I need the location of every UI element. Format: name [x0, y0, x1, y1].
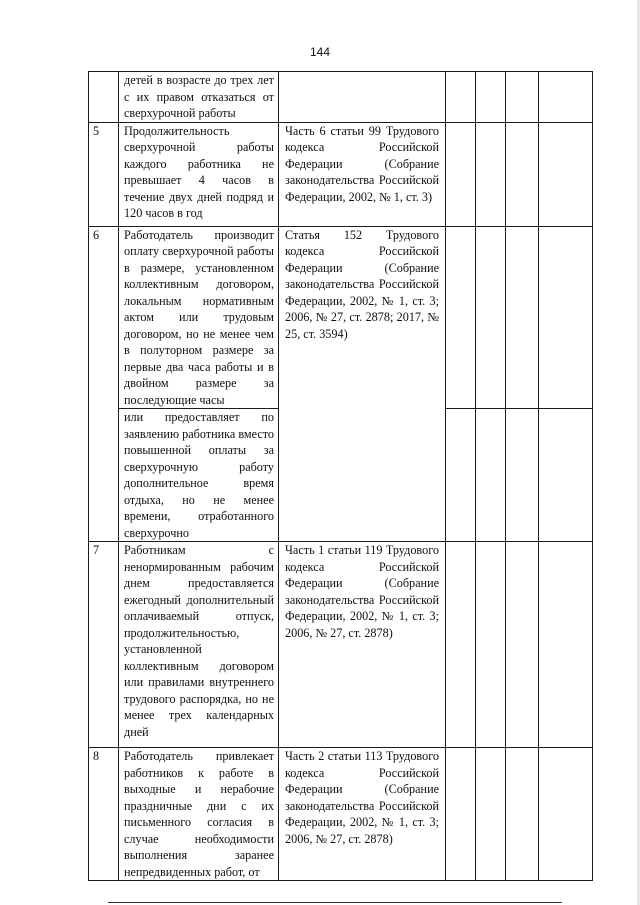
- answer-no-cell: [476, 409, 506, 542]
- answer-yes-cell: [446, 226, 476, 409]
- requirement-text: детей в возрасте до трех лет с их правом отказаться от сверхурочной работы: [119, 72, 279, 123]
- answer-no-cell: [476, 122, 506, 226]
- answer-yes-cell: [446, 542, 476, 748]
- legal-reference: Часть 2 статьи 113 Трудового кодекса Российской Федерации (Собрание законодательства Российской Федерации, 2002, № 1, ст. 3; 2006, № 27, ст. 2878): [279, 748, 446, 881]
- answer-yes-cell: [446, 122, 476, 226]
- requirement-text: Работникам с ненормированным рабочим днем предоставляется ежегодный дополнительный оплачиваемый отпуск, продолжительностью, установленной коллективным договором или правилами внутреннего трудового распорядка, но не менее трех календарных дней: [119, 542, 279, 748]
- requirement-text: Продолжительность сверхурочной работы каждого работника не превышает 4 часов в течение двух дней подряд и 120 часов в год: [119, 122, 279, 226]
- row-number: 7: [89, 542, 119, 748]
- answer-na-cell: [506, 226, 539, 409]
- answer-no-cell: [476, 542, 506, 748]
- answer-yes-cell: [446, 72, 476, 123]
- answer-yes-cell: [446, 748, 476, 881]
- requirement-text: Работодатель привлекает работников к работе в выходные и нерабочие праздничные дни с их письменного согласия в случае необходимости выполнения заранее непредвиденных работ, от: [119, 748, 279, 881]
- notes-cell: [539, 122, 593, 226]
- answer-no-cell: [476, 748, 506, 881]
- answer-no-cell: [476, 226, 506, 409]
- page-bottom-rule: [108, 902, 562, 903]
- legal-reference: Статья 152 Трудового кодекса Российской Федерации (Собрание законодательства Российской Федерации, 2002, № 1, ст. 3; 2006, № 27, ст. 2878; 2017, № 25, ст. 3594): [279, 226, 446, 542]
- row-number: 8: [89, 748, 119, 881]
- notes-cell: [539, 748, 593, 881]
- table-row: [89, 748, 593, 881]
- table-row: [89, 542, 593, 748]
- answer-na-cell: [506, 748, 539, 881]
- row-number: [89, 72, 119, 123]
- notes-cell: [539, 409, 593, 542]
- answer-na-cell: [506, 122, 539, 226]
- notes-cell: [539, 72, 593, 123]
- answer-na-cell: [506, 72, 539, 123]
- answer-no-cell: [476, 72, 506, 123]
- row-number: 6: [89, 226, 119, 542]
- answer-na-cell: [506, 542, 539, 748]
- legal-reference: Часть 1 статьи 119 Трудового кодекса Российской Федерации (Собрание законодательства Российской Федерации, 2002, № 1, ст. 3; 2006, № 27, ст. 2878): [279, 542, 446, 748]
- requirement-text: Работодатель производит оплату сверхурочной работы в размере, установленном коллективным договором, локальным нормативным актом или трудовым договором, но не менее чем в полуторном размере за первые два часа работы и в двойном размере за последующие часы: [119, 226, 279, 409]
- requirements-table: [88, 71, 593, 881]
- requirement-text: или предоставляет по заявлению работника вместо повышенной оплаты за сверхурочную работу дополнительное время отдыха, но не менее времени, отработанного сверхурочно: [119, 409, 279, 542]
- row-number: 5: [89, 122, 119, 226]
- legal-reference: [279, 72, 446, 123]
- notes-cell: [539, 542, 593, 748]
- table-row: [89, 72, 593, 123]
- answer-na-cell: [506, 409, 539, 542]
- table-row: [89, 226, 593, 409]
- legal-reference: Часть 6 статьи 99 Трудового кодекса Российской Федерации (Собрание законодательства Российской Федерации, 2002, № 1, ст. 3): [279, 122, 446, 226]
- page-number: 144: [309, 45, 331, 59]
- answer-yes-cell: [446, 409, 476, 542]
- table-row: [89, 122, 593, 226]
- notes-cell: [539, 226, 593, 409]
